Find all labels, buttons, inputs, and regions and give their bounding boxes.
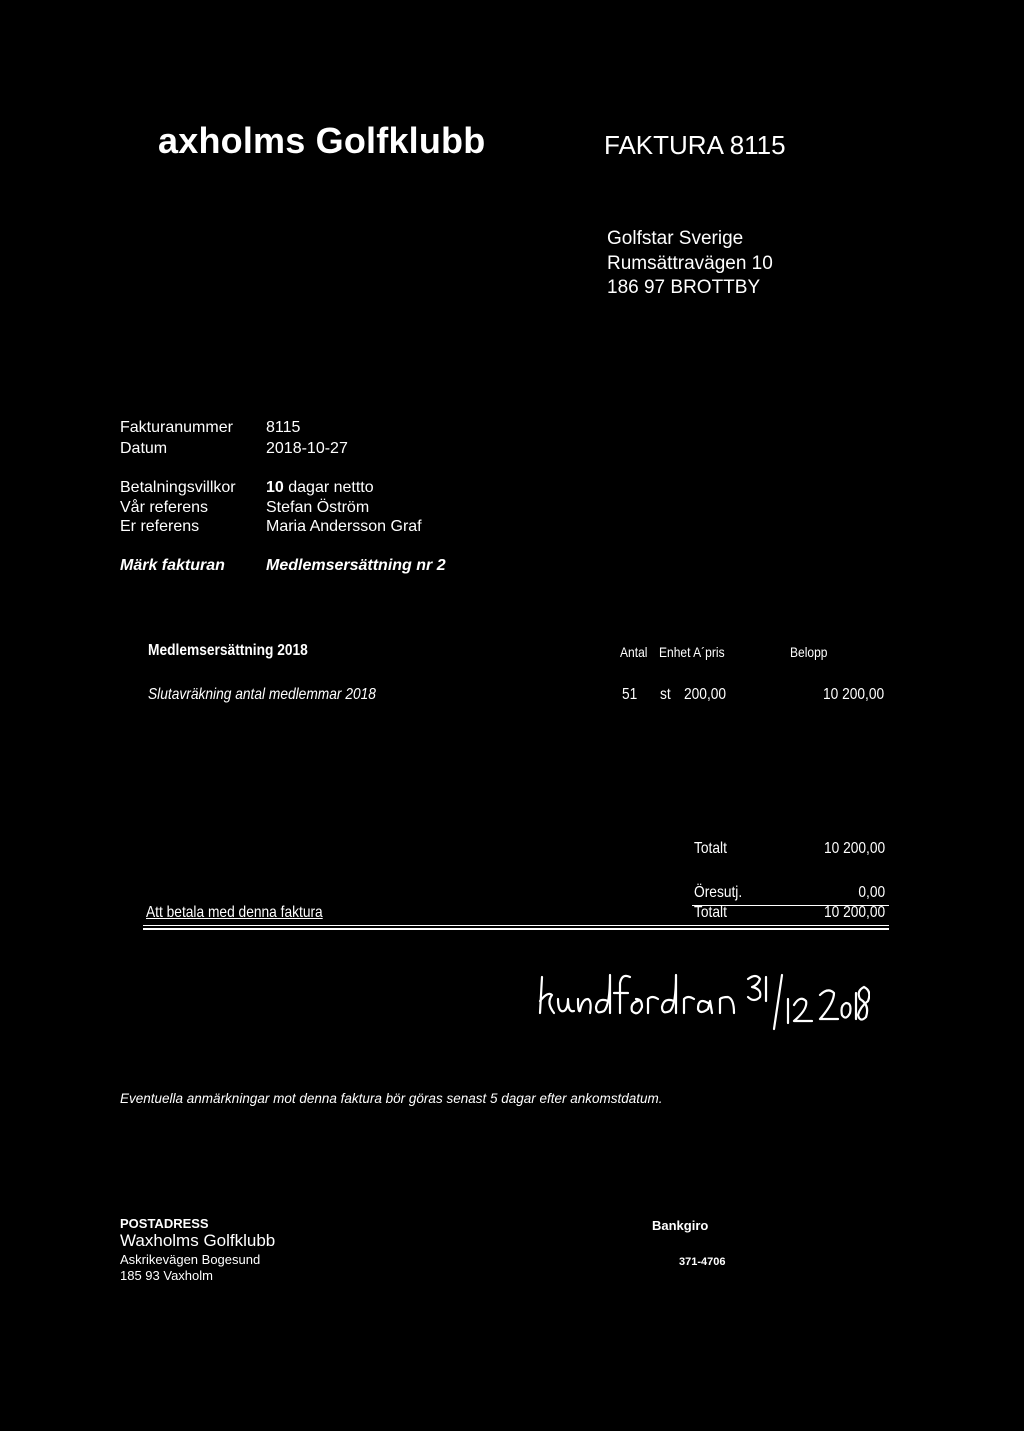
postal-city: 185 93 Vaxholm (120, 1268, 213, 1283)
your-reference-label: Er referens (120, 518, 200, 535)
column-qty-text: Antal (620, 644, 648, 660)
terms-label: Betalningsvillkor (120, 479, 236, 496)
final-total-value (814, 904, 885, 922)
items-section-title (148, 642, 334, 660)
postal-street: Askrikevägen Bogesund (120, 1252, 261, 1267)
postal-name: Waxholms Golfklubb (120, 1231, 276, 1250)
rounding-value (854, 884, 885, 902)
invoice-number-label: Fakturanummer (120, 419, 233, 436)
item-unit (660, 686, 672, 704)
column-unit-price-text: Enhet A´pris (659, 644, 725, 660)
final-total-value-text: 10 200,00 (823, 904, 885, 921)
rounding-label-text: Öresutj. (694, 884, 743, 901)
date-value: 2018-10-27 (266, 440, 348, 457)
total-double-rule-top (143, 925, 889, 926)
club-name: axholms Golfklubb (158, 120, 486, 161)
item-price (684, 686, 733, 704)
mark-invoice-label: Märk fakturan (120, 557, 225, 574)
item-description-text: Slutavräkning antal medlemmar 2018 (148, 686, 376, 703)
total-label-text: Totalt (694, 840, 727, 857)
recipient-name: Golfstar Sverige (607, 228, 744, 249)
your-reference-value: Maria Andersson Graf (266, 518, 422, 535)
final-total-label (694, 904, 732, 922)
mark-invoice-value: Medlemsersättning nr 2 (266, 557, 446, 574)
item-qty (622, 686, 640, 704)
pay-label (146, 904, 351, 922)
date-label: Datum (120, 440, 168, 457)
item-price-text: 200,00 (684, 686, 727, 703)
item-description (148, 686, 413, 704)
column-unit-price-header (659, 644, 735, 660)
item-unit-text: st (660, 686, 671, 703)
remark-text: Eventuella anmärkningar mot denna faktura bör göras senast 5 dagar efter ankomstdatum. (120, 1091, 663, 1106)
items-section-title-text: Medlemsersättning 2018 (148, 642, 308, 659)
column-amount-text: Belopp (790, 644, 828, 660)
bank-number: 371-4706 (679, 1256, 726, 1268)
handwritten-note (530, 965, 870, 1035)
total-double-rule-bottom (143, 928, 889, 930)
total-value (814, 840, 885, 858)
total-label (694, 840, 732, 858)
pay-label-text: Att betala med denna faktura (146, 904, 323, 921)
postal-heading: POSTADRESS (120, 1216, 209, 1231)
item-amount (813, 686, 884, 704)
recipient-city: 186 97 BROTTBY (607, 277, 761, 298)
terms-value (266, 479, 374, 497)
terms-days: 10 (266, 479, 284, 496)
our-reference-label: Vår referens (120, 499, 209, 516)
invoice-title: FAKTURA 8115 (604, 130, 786, 160)
rounding-value-text: 0,00 (858, 884, 885, 901)
item-amount-text: 10 200,00 (822, 686, 884, 703)
rounding-label (694, 884, 750, 902)
terms-text: dagar nettto (283, 479, 374, 496)
final-total-label-text: Totalt (694, 904, 727, 921)
column-amount-header (790, 644, 834, 660)
item-qty-text: 51 (622, 686, 638, 703)
total-value-text: 10 200,00 (823, 840, 885, 857)
column-qty-header (620, 644, 652, 660)
recipient-street: Rumsättravägen 10 (607, 253, 773, 274)
our-reference-value: Stefan Öström (266, 499, 370, 516)
bank-heading: Bankgiro (652, 1218, 709, 1233)
invoice-number-value: 8115 (266, 419, 301, 436)
